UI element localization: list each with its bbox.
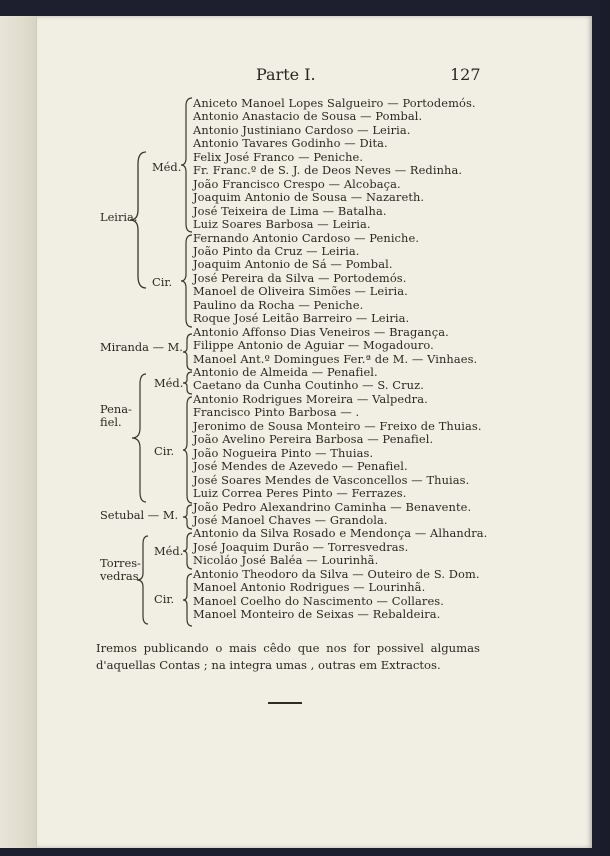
group-label-torres: Torres- vedras.	[100, 556, 143, 583]
entry-line: José Soares Mendes de Vasconcellos — Thuias.	[193, 472, 470, 487]
entry-line: Antonio Affonso Dias Veneiros — Bragança.	[193, 324, 449, 339]
entry-line: Francisco Pinto Barbosa — .	[193, 405, 360, 420]
entry-line: Manoel Antonio Rodrigues — Lourinhã.	[193, 580, 426, 595]
entry-line: Antonio da Silva Rosado e Mendonça — Alhandra.	[193, 526, 488, 541]
entry-line: João Avelino Pereira Barbosa — Penafiel.	[193, 432, 434, 447]
entry-line: Jeronimo de Sousa Monteiro — Freixo de Thuias.	[193, 418, 482, 433]
entry-line: José Mendes de Azevedo — Penafiel.	[193, 459, 408, 474]
section-rule	[268, 702, 302, 704]
entry-line: Joaquim Antonio de Sousa — Nazareth.	[193, 190, 425, 205]
entry-line: Antonio de Almeida — Penafiel.	[193, 365, 378, 379]
brace-penafiel	[128, 372, 152, 504]
subgroup-label-penafiel-cir: Cir.	[154, 444, 175, 458]
entry-line: Nicoláo José Baléa — Lourinhã.	[193, 553, 379, 568]
closing-paragraph: Iremos publicando o mais cêdo que nos for possivel algumas d'aquellas Contas ; na integra umas , outras em Extractos.	[96, 641, 480, 672]
brace-leiria-cir	[180, 233, 194, 329]
brace-leiria	[124, 150, 152, 290]
running-head: Parte I.	[256, 65, 316, 84]
entry-line: Manoel Ant.º Domingues Fer.ª de M. — Vinhaes.	[193, 351, 478, 366]
subgroup-label-torres-med: Méd.	[154, 544, 184, 558]
entry-line: Manoel Coelho do Nascimento — Collares.	[193, 593, 444, 608]
subgroup-label-leiria-cir: Cir.	[152, 275, 173, 289]
brace-penafiel-med	[182, 370, 194, 396]
entry-line: Antonio Anastacio de Sousa — Pombal.	[193, 109, 423, 124]
subgroup-label-leiria-med: Méd.	[152, 160, 182, 174]
group-label-leiria: Leiria.	[100, 210, 138, 224]
entry-line: Joaquim Antonio de Sá — Pombal.	[193, 257, 393, 272]
brace-penafiel-cir	[182, 395, 194, 505]
group-label-penafiel: Pena- fiel.	[100, 402, 132, 429]
subgroup-label-torres-cir: Cir.	[154, 592, 175, 606]
entry-line: José Pereira da Silva — Portodemós.	[193, 270, 407, 285]
entry-line: José Teixeira de Lima — Batalha.	[193, 203, 387, 218]
entry-line: José Joaquim Durão — Torresvedras.	[193, 539, 409, 554]
entry-line: Felix José Franco — Peniche.	[193, 149, 364, 164]
entry-line: Antonio Theodoro da Silva — Outeiro de S. Dom.	[193, 566, 480, 581]
entry-line: Filippe Antonio de Aguiar — Mogadouro.	[193, 338, 434, 353]
entry-line: João Pinto da Cruz — Leiria.	[193, 243, 360, 258]
page-number: 127	[450, 65, 481, 84]
entry-line: João Pedro Alexandrino Caminha — Benavente.	[193, 499, 472, 514]
subgroup-label-penafiel-med: Méd.	[154, 376, 184, 390]
entry-line: José Manoel Chaves — Grandola.	[193, 512, 388, 527]
entry-line: Aniceto Manoel Lopes Salgueiro — Portodemós.	[193, 96, 476, 110]
entry-line: Fr. Franc.º de S. J. de Deos Neves — Redinha.	[193, 163, 463, 178]
group-label-miranda: Miranda — M.	[100, 340, 183, 354]
page-gutter	[0, 16, 37, 848]
entry-line: João Nogueira Pinto — Thuias.	[193, 445, 374, 460]
entry-line: Antonio Justiniano Cardoso — Leiria.	[193, 122, 411, 137]
entry-line: Manoel de Oliveira Simões — Leiria.	[193, 284, 408, 299]
brace-torres-med	[182, 531, 194, 571]
entry-line: Antonio Tavares Godinho — Dita.	[193, 136, 388, 151]
brace-setubal	[182, 503, 194, 531]
entry-line: Paulino da Rocha — Peniche.	[193, 297, 364, 312]
entry-line: Luiz Soares Barbosa — Leiria.	[193, 217, 371, 232]
entry-line: Fernando Antonio Cardoso — Peniche.	[193, 230, 420, 245]
entry-line: Roque José Leitão Barreiro — Leiria.	[193, 311, 410, 326]
entry-line: Manoel Monteiro de Seixas — Rebaldeira.	[193, 607, 441, 622]
brace-torres-cir	[182, 572, 194, 628]
brace-torres	[134, 534, 152, 626]
entry-line: João Francisco Crespo — Alcobaça.	[193, 176, 401, 191]
entry-line: Luiz Correa Peres Pinto — Ferrazes.	[193, 486, 407, 501]
brace-leiria-med	[180, 96, 194, 234]
brace-miranda	[182, 332, 194, 372]
entry-line: Antonio Rodrigues Moreira — Valpedra.	[193, 391, 428, 406]
entry-line: Caetano da Cunha Coutinho — S. Cruz.	[193, 378, 424, 393]
group-label-setubal: Setubal — M.	[100, 508, 179, 522]
